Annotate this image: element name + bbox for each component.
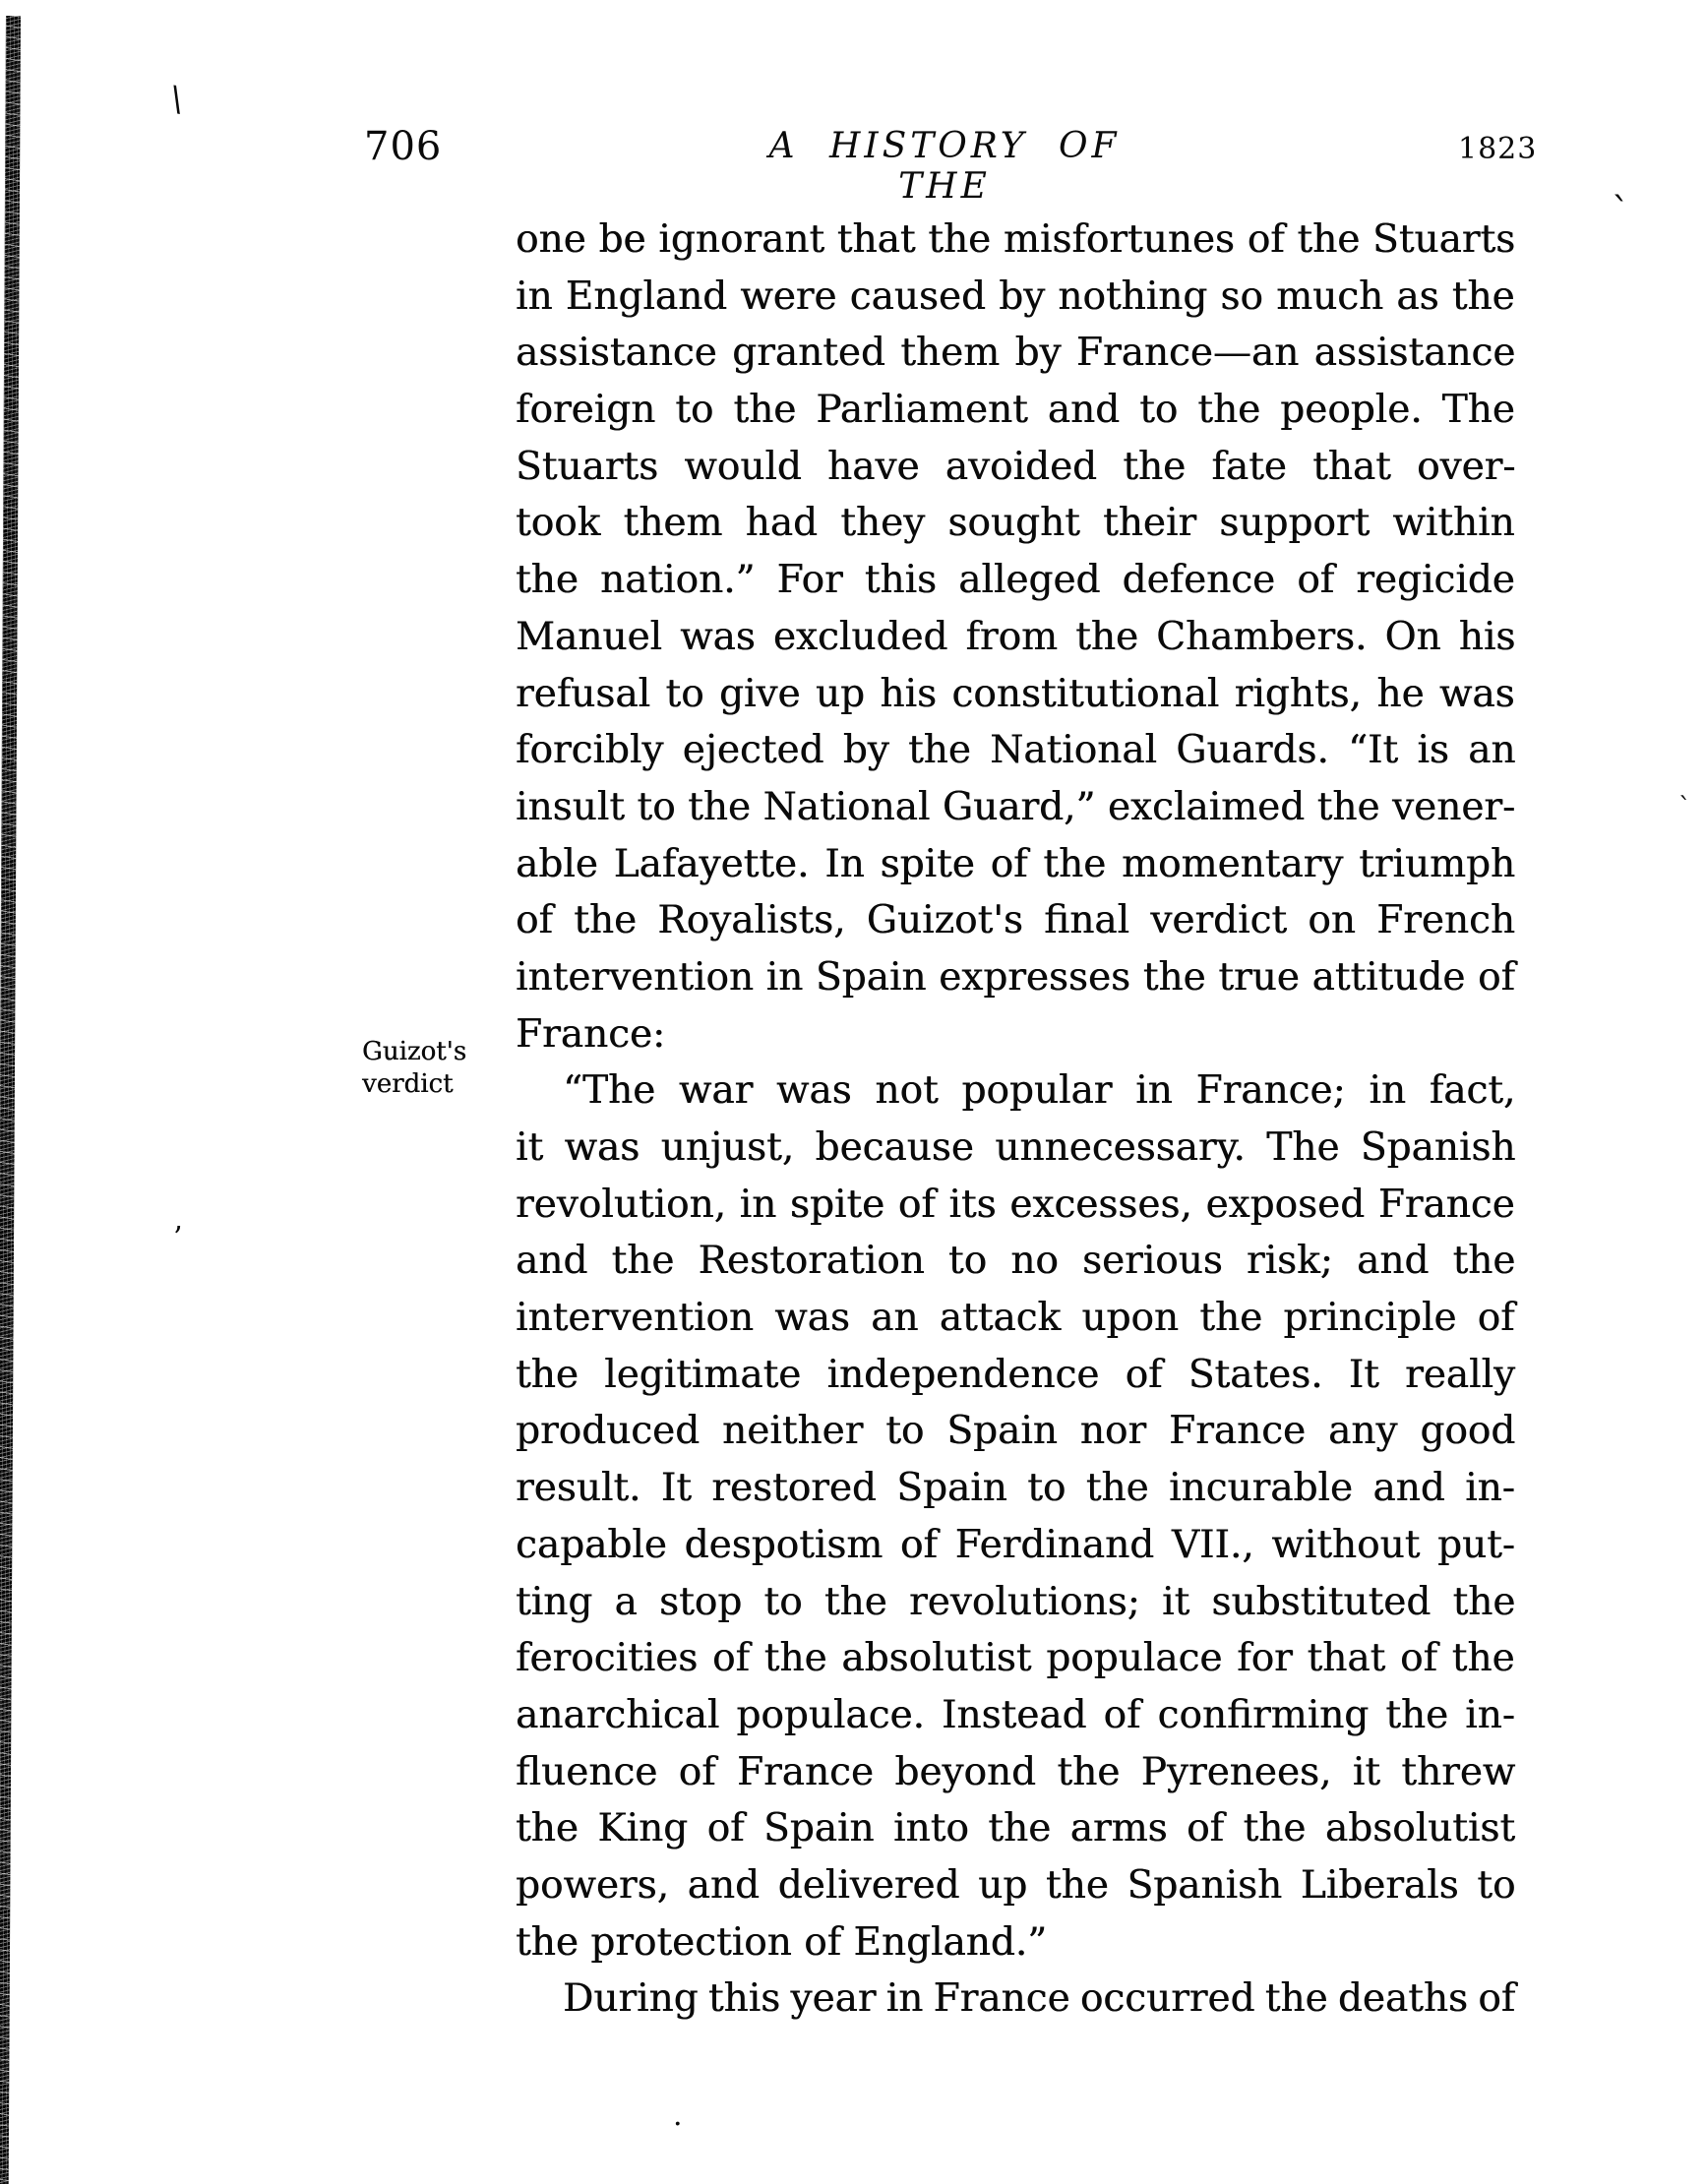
- text-line: anarchical populace. Instead of confirming the in-: [516, 1692, 1515, 1737]
- body-text: [516, 212, 1515, 2028]
- margin-note-line: Guizot's: [362, 1037, 467, 1066]
- text-line: France:: [516, 1011, 666, 1057]
- running-title: A HISTORY OF THE: [768, 126, 1121, 207]
- edition-year: 1823: [1458, 132, 1538, 166]
- text-line: powers, and delivered up the Spanish Liberals to: [516, 1862, 1516, 1908]
- text-line: Stuarts would have avoided the fate that over-: [516, 444, 1516, 489]
- scan-artifact-tick-right: ˋ: [1678, 793, 1691, 822]
- text-line: “The war was not popular in France; in fact,: [563, 1068, 1516, 1114]
- text-line: ferocities of the absolutist populace for that of the: [516, 1636, 1515, 1681]
- scan-artifact-stroke: \: [167, 79, 186, 120]
- text-line: insult to the National Guard,” exclaimed the vener-: [516, 784, 1516, 829]
- text-line: forcibly ejected by the National Guards. “It is an: [516, 728, 1516, 773]
- text-line: produced neither to Spain nor France any good: [516, 1409, 1516, 1454]
- text-line: the protection of England.”: [516, 1919, 1048, 1965]
- text-line: it was unjust, because unnecessary. The Spanish: [516, 1125, 1516, 1170]
- text-line: intervention was an attack upon the principle of: [516, 1296, 1515, 1341]
- text-line: and the Restoration to no serious risk; and the: [516, 1239, 1516, 1284]
- binding-edge: [0, 16, 21, 2184]
- text-line: intervention in Spain expresses the true attitude of: [516, 954, 1515, 1000]
- text-line: took them had they sought their support within: [516, 501, 1515, 546]
- text-line: refusal to give up his constitutional rights, he was: [516, 671, 1515, 716]
- text-line: fluence of France beyond the Pyrenees, it threw: [516, 1749, 1516, 1794]
- text-line: the nation.” For this alleged defence of regicide: [516, 558, 1515, 603]
- scan-artifact-tick: `: [1612, 190, 1630, 233]
- scan-artifact-dot: .: [673, 2098, 683, 2133]
- text-line: foreign to the Parliament and to the people. The: [516, 388, 1515, 433]
- text-line: the legitimate independence of States. It really: [516, 1352, 1516, 1397]
- text-line: able Lafayette. In spite of the momentary triumph: [516, 841, 1516, 886]
- text-line: Manuel was excluded from the Chambers. On his: [516, 614, 1516, 659]
- text-line: capable despotism of Ferdinand VII., without put-: [516, 1522, 1515, 1567]
- text-line: revolution, in spite of its excesses, exposed France: [516, 1182, 1515, 1227]
- text-line: result. It restored Spain to the incurable and in-: [516, 1466, 1515, 1511]
- text-line: in England were caused by nothing so much as the: [516, 273, 1515, 319]
- text-line: the King of Spain into the arms of the absolutist: [516, 1806, 1515, 1851]
- text-line: During this year in France occurred the deaths of: [563, 1976, 1516, 2022]
- text-line: one be ignorant that the misfortunes of the Stuarts: [516, 217, 1516, 262]
- scan-artifact-apostrophe: ’: [173, 1221, 183, 1255]
- margin-note: [362, 1036, 529, 1101]
- text-line: ting a stop to the revolutions; it substituted the: [516, 1579, 1516, 1624]
- text-line: assistance granted them by France—an assistance: [516, 331, 1516, 376]
- text-line: of the Royalists, Guizot's final verdict on French: [516, 898, 1515, 943]
- page-number: 706: [364, 124, 443, 169]
- margin-note-line: verdict: [362, 1069, 454, 1099]
